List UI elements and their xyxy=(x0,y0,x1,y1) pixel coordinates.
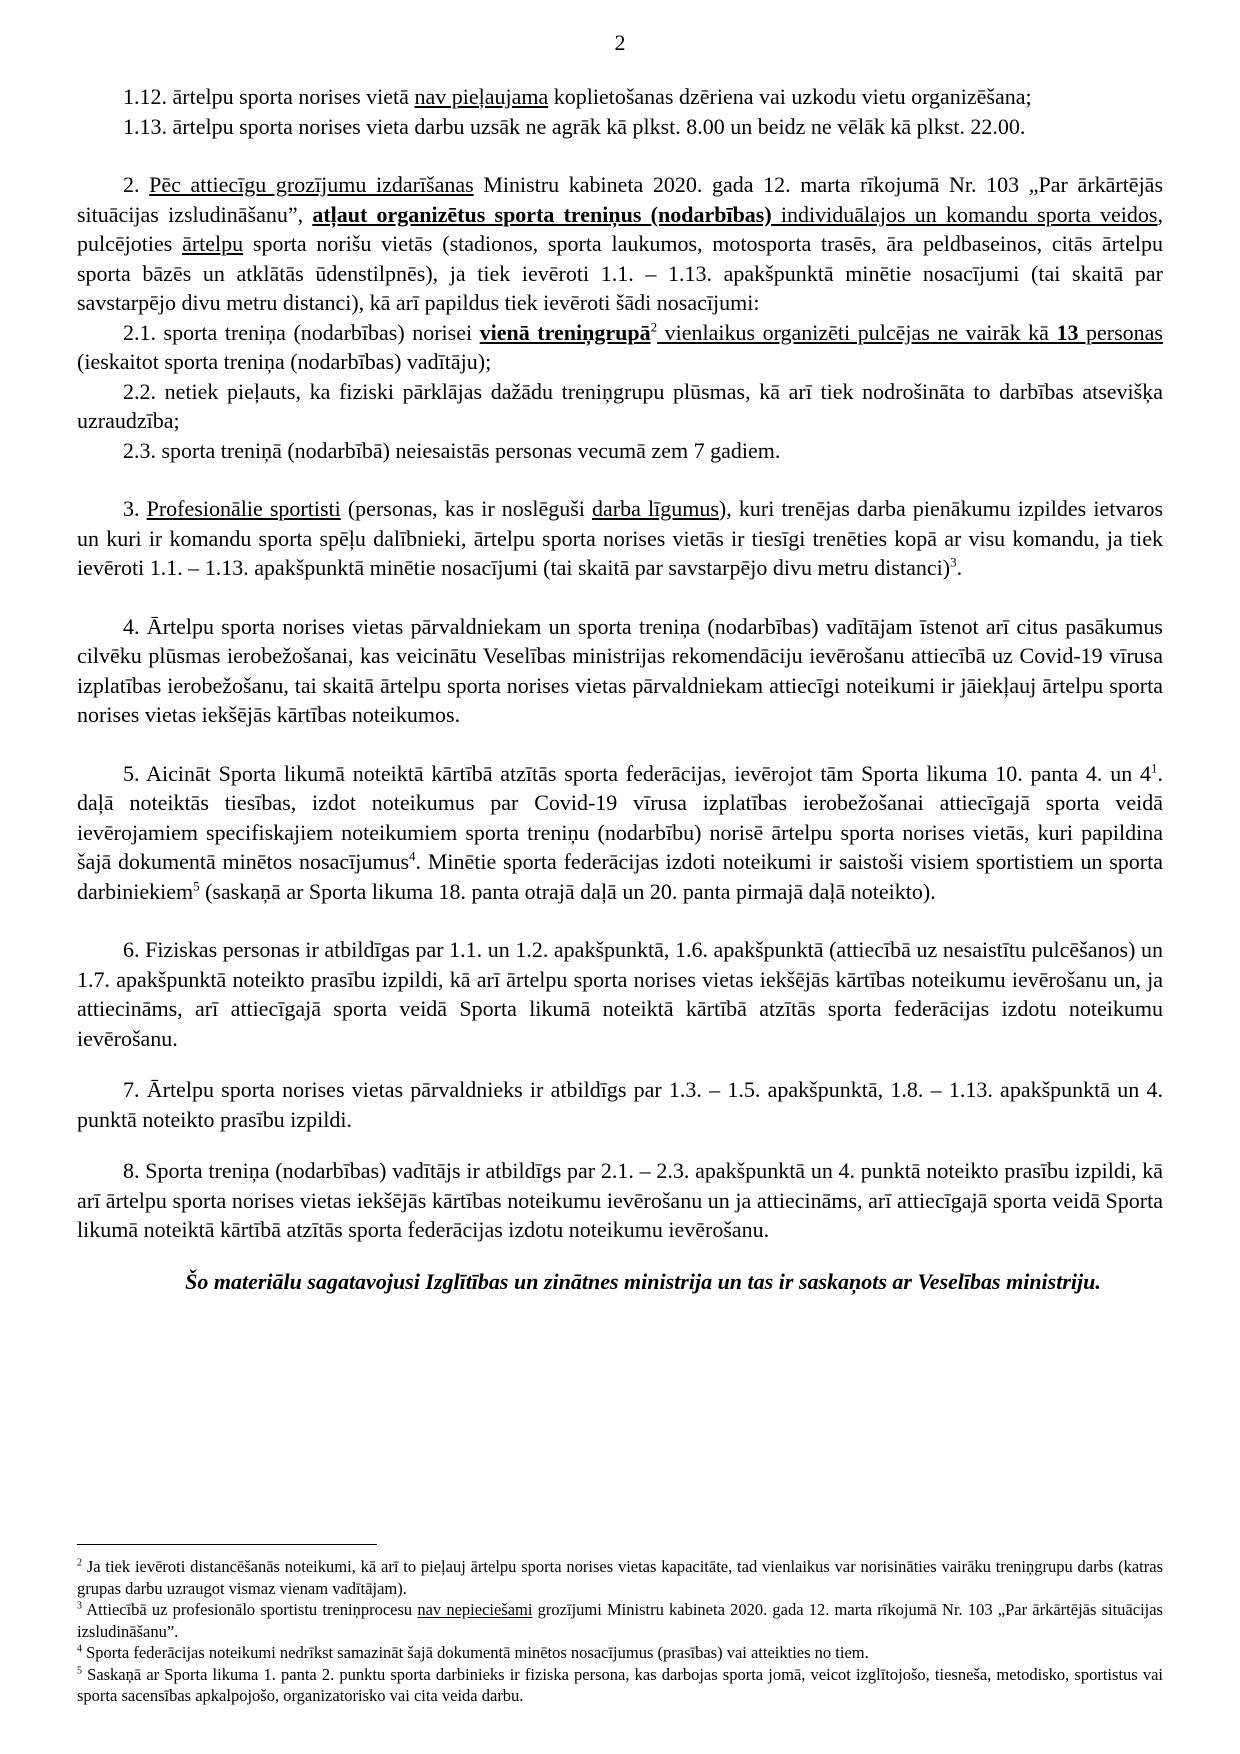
page-number: 2 xyxy=(614,30,626,55)
emphasis-allow-trainings: atļaut organizētus sporta treniņus (nodarbības) xyxy=(312,201,772,227)
item-1-13: 1.13. ārtelpu sporta norises vieta darbu uzsāk ne agrāk kā plkst. 8.00 un beidz ne vēlāk kā plkst. 22.00. xyxy=(123,113,1026,139)
closing-statement: Šo materiālu sagatavojusi Izglītības un zinātnes ministrija un tas ir saskaņots ar Veselības ministriju. xyxy=(185,1268,1101,1294)
paragraph-4: 4. Ārtelpu sporta norises vietas pārvaldniekam un sporta treniņa (nodarbības) vadītājam īstenot arī citus pasākumus cilvēku plūsmas ierobežošanai, kas veicinātu Veselības ministrijas rekomendāciju ievērošanu attiecībā uz Covid-19 vīrusa izplatības ierobežošanu, tai skaitā ārtelpu sporta norises vietas pārvaldniekam attiecīgi noteikumi ir jāiekļauj ārtelpu sporta norises vietas iekšējās kārtības noteikumos. xyxy=(77,613,1163,727)
footnotes xyxy=(77,1556,1163,1707)
footnote-4: $^4$ Sporta federācijas noteikumi nedrīkst samazināt šajā dokumentā minētos nosacījumus (prasības) vai atteikties no tiem. xyxy=(77,1643,869,1662)
footnote-2: $^2$ Ja tiek ievēroti distancēšanās noteikumi, kā arī to pieļauj ārtelpu sporta norises vietas kapacitāte, tad vienlaikus var norisināties vairāku treniņgrupu darbs (katras grupas darbu uzraugot vismaz vienam vadītājam). xyxy=(77,1557,1163,1598)
paragraph-6: 6. Fiziskas personas ir atbildīgas par 1.1. un 1.2. apakšpunktā, 1.6. apakšpunktā (attiecībā uz nesaistītu pulcēšanos) un 1.7. apakšpunktā noteikto prasību izpildi, kā arī ārtelpu sporta norises vietas iekšējās kārtības noteikumu ievērošanu un, ja attiecināms, arī attiecīgajā sporta veidā Sporta likumā noteiktā kārtībā atzītās sporta federācijas izdotu noteikumu ievērošanu. xyxy=(77,937,1163,1051)
footnote-separator xyxy=(77,1544,377,1545)
item-2-3: 2.3. sporta treniņā (nodarbībā) neiesaistās personas vecumā zem 7 gadiem. xyxy=(123,437,781,463)
document-body xyxy=(77,82,1163,1296)
underline-not-allowed: nav pieļaujama xyxy=(414,84,549,109)
item-2-2: 2.2. netiek pieļauts, ka fiziski pārklājas dažādu treniņgrupu plūsmas, kā arī tiek nodrošināta to darbības atsevišķa uzraudzība; xyxy=(77,378,1163,433)
paragraph-2: 2. Pēc attiecīgu grozījumu izdarīšanas Ministru kabineta 2020. gada 12. marta rīkojumā Nr. 103 „Par ārkārtējās situācijas izsludināšanu”, atļaut organizētus sporta treniņus (nodarbības) individuālajos un komandu sporta veidos, pulcējoties ārtelpu sporta norišu vietās (stadionos, sporta laukumos, motosporta trasēs, āra peldbaseinos, citās ārtelpu sporta bāzēs un atklātās ūdenstilpnēs), ja tiek ievēroti 1.1. – 1.13. apakšpunktā minētie nosacījumi (tai skaitā par savstarpējo divu metru distanci), kā arī papildus tiek ievēroti šādi nosacījumi: xyxy=(77,172,1164,315)
item-1-12: 1.12. ārtelpu sporta norises vietā nav pieļaujama koplietošanas dzēriena vai uzkodu vietu organizēšana; xyxy=(123,84,1032,109)
paragraph-7: 7. Ārtelpu sporta norises vietas pārvaldnieks ir atbildīgs par 1.3. – 1.5. apakšpunktā, 1.8. – 1.13. apakšpunktā un 4. punktā noteikto prasību izpildi. xyxy=(77,1077,1163,1132)
paragraph-5: 5. Aicināt Sporta likumā noteiktā kārtībā atzītās sporta federācijas, ievērojot tām Sporta likuma 10. panta 4. un $4^1$. daļā noteiktās tiesības, izdot noteikumus par Covid-19 vīrusa izplatības ierobežošanai attiecīgajā sporta veidā ievērojamiem specifiskajiem noteikumiem sporta treniņu (nodarbību) norisē ārtelpu sporta norises vietās, kuri papildina šajā dokumentā minētos nosacījumus$^4$. Minētie sporta federācijas izdoti noteikumi ir saistoši visiem sportistiem un sporta darbiniekiem$^5$ (saskaņā ar Sporta likuma 18. panta otrajā daļā un 20. panta pirmajā daļā noteikto). xyxy=(77,760,1164,904)
footnote-5: $^5$ Saskaņā ar Sporta likuma 1. panta 2. punktu sporta darbinieks ir fiziska persona, kas darbojas sporta jomā, veicot izglītojošo, tiesneša, metodisko, sportistus vai sporta sacensības apkalpojošo, organizatorisko vai cita veida darbu. xyxy=(77,1664,1163,1705)
footnote-ref-5: 5 xyxy=(193,878,200,894)
paragraph-3: 3. Profesionālie sportisti (personas, kas ir noslēguši darba līgumus), kuri trenējas darba pienākumu izpildes ietvaros un kuri ir komandu sporta spēļu dalībnieki, ārtelpu sporta norises vietās ir tiesīgi trenēties kopā ar visu komandu, ja tiek ievēroti 1.1. – 1.13. apakšpunktā minētie nosacījumi (tai skaitā par savstarpējo divu metru distanci)$^3$. xyxy=(77,496,1164,580)
item-2-1: 2.1. sporta treniņa (nodarbības) norisei vienā treniņgrupā$^2$ vienlaikus organizēti pulcējas ne vairāk kā 13 personas (ieskaitot sporta treniņa (nodarbības) vadītāju); xyxy=(77,319,1163,374)
footnote-ref-2: 2 xyxy=(650,319,658,335)
footnote-ref-4: 4 xyxy=(409,848,416,864)
footnote-3: $^3$ Attiecībā uz profesionālo sportistu treniņprocesu nav nepieciešami grozījumi Ministru kabineta 2020. gada 12. marta rīkojumā Nr. 103 „Par ārkārtējās situācijas izsludināšanu”. xyxy=(77,1600,1163,1641)
footnote-ref-3: 3 xyxy=(950,554,957,570)
paragraph-8: 8. Sporta treniņa (nodarbības) vadītājs ir atbildīgs par 2.1. – 2.3. apakšpunktā un 4. punktā noteikto prasību izpildi, kā arī ārtelpu sporta norises vietas iekšējās kārtības noteikumu ievērošanu un ja attiecināms, arī attiecīgajā sporta veidā Sporta likumā noteiktā kārtībā atzītās sporta federācijas izdotu noteikumu ievērošanu. xyxy=(77,1158,1163,1242)
